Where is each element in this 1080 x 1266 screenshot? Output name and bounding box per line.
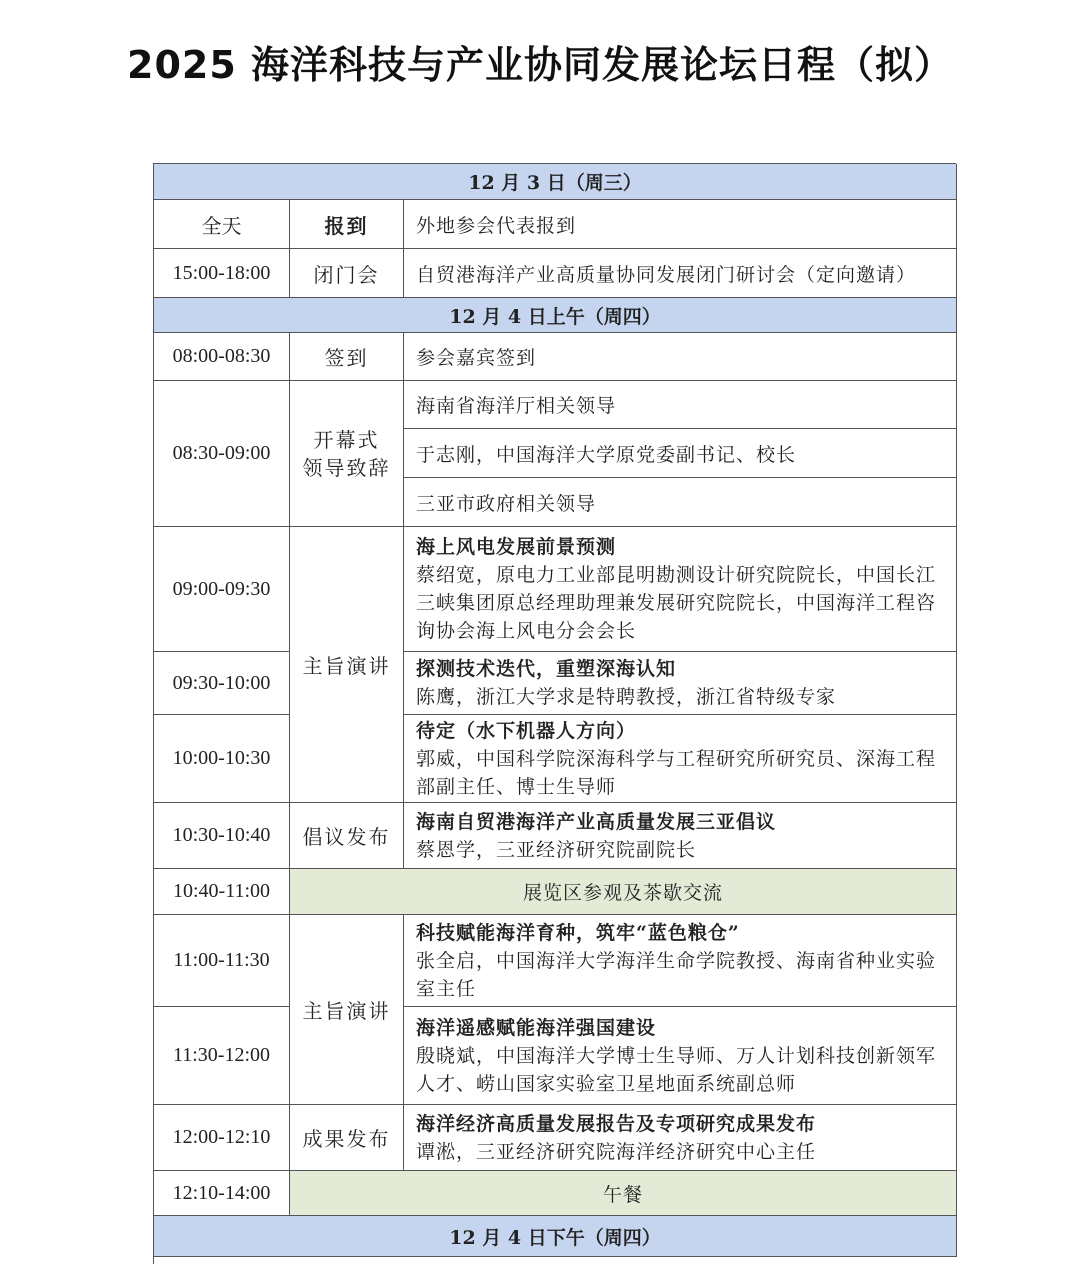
- session-type: 主旨演讲: [290, 915, 404, 1105]
- talk-cell: [404, 803, 957, 869]
- time-cell: 11:30-12:00: [154, 1007, 290, 1105]
- time-cell: 10:30-10:40: [154, 803, 290, 869]
- time-cell: 11:00-11:30: [154, 915, 290, 1007]
- session-desc: 自贸港海洋产业高质量协同发展闭门研讨会（定向邀请）: [404, 249, 957, 298]
- talk-cell: [404, 527, 957, 652]
- time-cell: 09:30-10:00: [154, 652, 290, 715]
- lunch-cell: 午餐: [290, 1171, 957, 1216]
- talk-speaker: 蔡绍宽，原电力工业部昆明勘测设计研究院院长，中国长江三峡集团原总经理助理兼发展研究院院长，中国海洋工程咨询协会海上风电分会会长: [416, 564, 937, 642]
- talk-cell: [404, 715, 957, 803]
- time-cell: 10:40-11:00: [154, 869, 290, 915]
- time-cell: 12:00-12:10: [154, 1105, 290, 1171]
- session-type: 签到: [290, 333, 404, 381]
- time-cell: 08:00-08:30: [154, 333, 290, 381]
- session-type: 闭门会: [290, 249, 404, 298]
- talk-title: 待定（水下机器人方向）: [416, 719, 637, 742]
- day-header: 12 月 4 日上午（周四）: [154, 298, 957, 333]
- time-cell: 09:00-09:30: [154, 527, 290, 652]
- speaker-item: 海南省海洋厅相关领导: [404, 381, 957, 429]
- talk-cell: [404, 915, 957, 1007]
- time-cell: 10:00-10:30: [154, 715, 290, 803]
- talk-cell: [404, 1007, 957, 1105]
- time-cell: 全天: [154, 200, 290, 249]
- session-type-line: 开幕式: [313, 427, 380, 452]
- page-title: 2025 海洋科技与产业协同发展论坛日程（拟）: [127, 43, 953, 87]
- talk-title: 海南自贸港海洋产业高质量发展三亚倡议: [416, 810, 777, 833]
- talk-speaker: 张全启，中国海洋大学海洋生命学院教授、海南省种业实验室主任: [416, 949, 937, 1000]
- session-type: 成果发布: [290, 1105, 404, 1171]
- talk-title: 海洋遥感赋能海洋强国建设: [416, 1016, 657, 1039]
- time-cell: 08:30-09:00: [154, 381, 290, 527]
- speaker-item: 于志刚，中国海洋大学原党委副书记、校长: [404, 429, 957, 478]
- talk-speaker: 陈鹰，浙江大学求是特聘教授，浙江省特级专家: [416, 686, 837, 708]
- time-cell: 15:00-18:00: [154, 249, 290, 298]
- speaker-item: 三亚市政府相关领导: [404, 478, 957, 527]
- talk-title: 科技赋能海洋育种，筑牢“蓝色粮仓”: [416, 921, 740, 944]
- session-type-line: 领导致辞: [302, 455, 391, 480]
- talk-cell: [404, 652, 957, 715]
- session-desc: 参会嘉宾签到: [404, 333, 957, 381]
- session-type: 主旨演讲: [290, 527, 404, 803]
- talk-speaker: 蔡恩学，三亚经济研究院副院长: [416, 838, 697, 861]
- session-type: 倡议发布: [290, 803, 404, 869]
- session-desc: 外地参会代表报到: [404, 200, 957, 249]
- talk-speaker: 殷晓斌，中国海洋大学博士生导师、万人计划科技创新领军人才、崂山国家实验室卫星地面系统副总师: [416, 1044, 937, 1095]
- session-type: [290, 381, 404, 527]
- talk-cell: [404, 1105, 957, 1171]
- day-header: 12 月 4 日下午（周四）: [154, 1216, 957, 1257]
- talk-title: 海洋经济高质量发展报告及专项研究成果发布: [416, 1112, 817, 1135]
- break-cell: 展览区参观及茶歇交流: [290, 869, 957, 915]
- talk-speaker: 谭淞，三亚经济研究院海洋经济研究中心主任: [416, 1140, 817, 1163]
- talk-title: 探测技术迭代，重塑深海认知: [416, 658, 677, 680]
- session-type: 报到: [290, 200, 404, 249]
- talk-speaker: 郭威，中国科学院深海科学与工程研究所研究员、深海工程部副主任、博士生导师: [416, 747, 937, 798]
- time-cell: 12:10-14:00: [154, 1171, 290, 1216]
- schedule-table: [153, 163, 956, 1264]
- talk-title: 海上风电发展前景预测: [416, 536, 617, 558]
- day-header: 12 月 3 日（周三）: [154, 164, 957, 200]
